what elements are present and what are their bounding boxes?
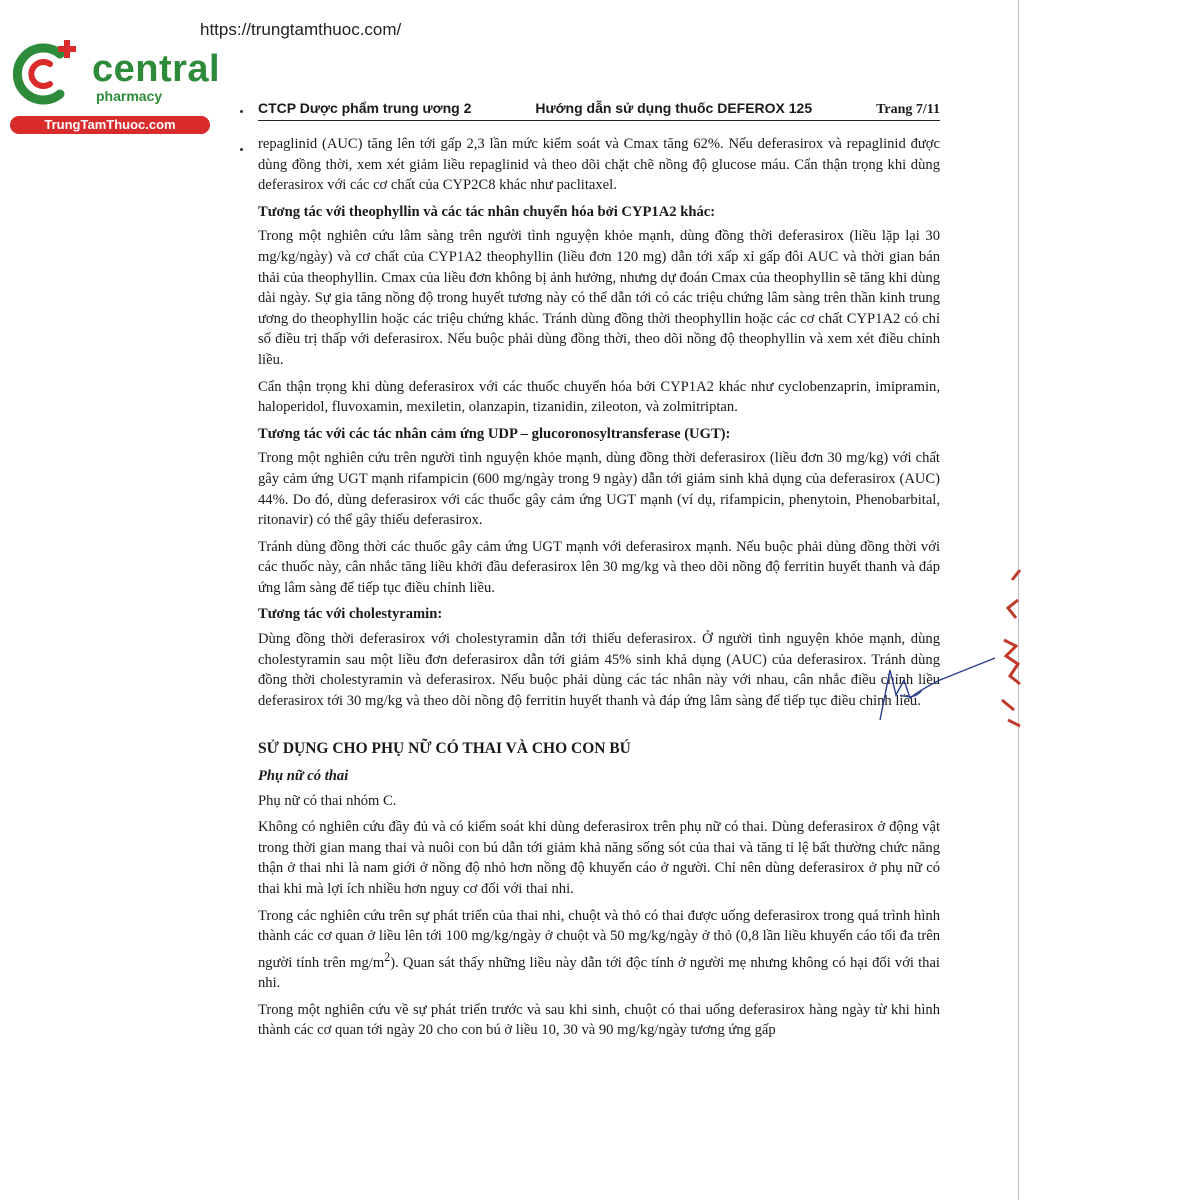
document-body <box>258 134 940 1047</box>
header-page-number: Trang 7/11 <box>876 102 940 117</box>
header-doc-title: Hướng dẫn sử dụng thuốc DEFEROX 125 <box>535 100 813 116</box>
paragraph-theophyllin-1: Trong một nghiên cứu lâm sàng trên người tình nguyện khỏe mạnh, dùng đồng thời deferasirox (liều lặp lại 30 mg/kg/ngày) và cơ chất của CYP1A2 theophyllin (liều đơn 120 mg) dẫn tới xấp xỉ gấp đôi AUC và thời gian bán thải của theophyllin. Cmax của liều đơn không bị ảnh hưởng, nhưng dự đoán Cmax của theophyllin sẽ tăng khi dùng dài ngày. Sự gia tăng nồng độ trong huyết tương này có thể dẫn tới có các triệu chứng lâm sàng trên thần kinh trung ương do theophyllin hoặc các triệu chứng khác. Tránh dùng đồng thời theophyllin hoặc các cơ chất CYP1A2 có chỉ số điều trị thấp với deferasirox. Nếu buộc phải dùng đồng thời, theo dõi nồng độ theophyllin và xem xét điều chỉnh liều. <box>258 228 940 368</box>
header-rule <box>258 120 940 121</box>
logo-name: central <box>92 48 221 90</box>
paragraph-ugt-2: Tránh dùng đồng thời các thuốc gây cảm ứng UGT mạnh với deferasirox mạnh. Nếu buộc phải dùng đồng thời với các thuốc này, cân nhắc tăng liều khởi đầu deferasirox lên 30 mg/kg và theo dõi nồng độ ferritin huyết thanh và đáp ứng lâm sàng để tiếp tục điều chỉnh liều. <box>258 538 940 596</box>
margin-mark <box>240 110 243 113</box>
heading-ugt: Tương tác với các tác nhân cảm ứng UDP – glucoronosyltransferase (UGT): <box>258 425 731 442</box>
header-company: CTCP Dược phẩm trung ương 2 <box>258 100 472 116</box>
heading-pregnancy-lactation: SỬ DỤNG CHO PHỤ NỮ CÓ THAI VÀ CHO CON BÚ <box>258 740 631 758</box>
paragraph-theophyllin-2: Cẩn thận trọng khi dùng deferasirox với các thuốc chuyển hóa bởi CYP1A2 khác như cyclobenzaprin, imipramin, haloperidol, fluvoxamin, mexiletin, olanzapin, tizanidin, zileoton, và zolmitriptan. <box>258 378 940 416</box>
heading-theophyllin: Tương tác với theophyllin và các tác nhân chuyển hóa bởi CYP1A2 khác: <box>258 203 716 220</box>
paragraph-repaglinid: repaglinid (AUC) tăng lên tới gấp 2,3 lần mức kiểm soát và Cmax tăng 62%. Nếu deferasirox và repaglinid được dùng đồng thời, xem xét giảm liều repaglinid và theo dõi chặt chẽ nồng độ glucose máu. Cẩn thận trọng khi dùng deferasirox với các cơ chất của CYP2C8 khác như paclitaxel. <box>258 136 940 194</box>
paragraph-pregnancy-1: Không có nghiên cứu đầy đủ và có kiểm soát khi dùng deferasirox trên phụ nữ có thai. Dùng deferasirox ở động vật trong thời gian mang thai và nuôi con bú dẫn tới giảm khả năng sống sót của thai và tăng tỉ lệ bất thường chức năng thận ở thai nhi là nam giới ở nồng độ nhỏ hơn nồng độ khuyến cáo ở người. Chỉ nên dùng deferasirox ở phụ nữ có thai khi mà lợi ích nhiều hơn nguy cơ đối với thai nhi. <box>258 819 940 897</box>
paragraph-pregnancy-2-text: Trong các nghiên cứu trên sự phát triển của thai nhi, chuột và thỏ có thai được uống deferasirox trong quá trình hình thành các cơ quan ở liều lên tới 100 mg/kg/ngày ở chuột và 50 mg/kg/ngày ở thỏ (0,8 lần liều khuyến cáo tối đa trên người tính trên mg/m <box>258 907 940 971</box>
paragraph-pregnancy-2 <box>258 906 940 994</box>
logo-banner: TrungTamThuoc.com <box>10 116 210 134</box>
subheading-pregnancy: Phụ nữ có thai <box>258 768 349 785</box>
signature-mark <box>860 650 1000 730</box>
pharmacy-logo <box>8 34 221 134</box>
heading-cholestyramin: Tương tác với cholestyramin: <box>258 606 443 623</box>
logo-c-plus-icon <box>8 34 88 114</box>
paragraph-pregnancy-class: Phụ nữ có thai nhóm C. <box>258 792 397 809</box>
logo-subtitle: pharmacy <box>96 88 163 104</box>
red-stamp-fragment <box>990 560 1030 730</box>
superscript-2: 2 <box>384 949 391 964</box>
document-header <box>258 100 940 118</box>
paragraph-pregnancy-2-tail: ). Quan sát thấy những liều này dẫn tới độc tính ở người mẹ nhưng không có hại đối với thai nhi. <box>258 954 940 992</box>
margin-mark <box>240 148 243 151</box>
site-url: https://trungtamthuoc.com/ <box>200 20 402 39</box>
paragraph-pregnancy-3: Trong một nghiên cứu về sự phát triển trước và sau khi sinh, chuột có thai uống deferasirox hàng ngày từ khi hình thành các cơ quan tới ngày 20 cho con bú ở liều 10, 30 và 90 mg/kg/ngày tương ứng gấp <box>258 1001 940 1039</box>
paragraph-ugt-1: Trong một nghiên cứu trên người tình nguyện khỏe mạnh, dùng đồng thời deferasirox (liều đơn 30 mg/kg) với chất gây cảm ứng UGT mạnh rifampicin (600 mg/ngày trong 9 ngày) dẫn tới giảm sinh khả dụng của deferasirox (AUC) 44%. Do đó, dùng deferasirox với các thuốc gây cảm ứng UGT mạnh (ví dụ, rifampicin, phenytoin, Phenobarbital, ritonavir) có thể gây thiếu deferasirox. <box>258 450 940 529</box>
paragraph-cholestyramin: Dùng đồng thời deferasirox với cholestyramin dẫn tới thiếu deferasirox. Ở người tình nguyện khỏe mạnh, dùng cholestyramin sau một liều đơn deferasirox dẫn tới giảm 45% sinh khả dụng (AUC) của deferasirox. Tránh dùng đồng thời cholestyramin và deferasirox. Nếu buộc phải dùng các tác nhân này với nhau, cân nhắc điều chỉnh liều deferasirox tới 30 mg/kg và theo dõi nồng độ ferritin huyết thanh và đáp ứng lâm sàng để tiếp tục điều chỉnh liều. <box>258 631 940 709</box>
